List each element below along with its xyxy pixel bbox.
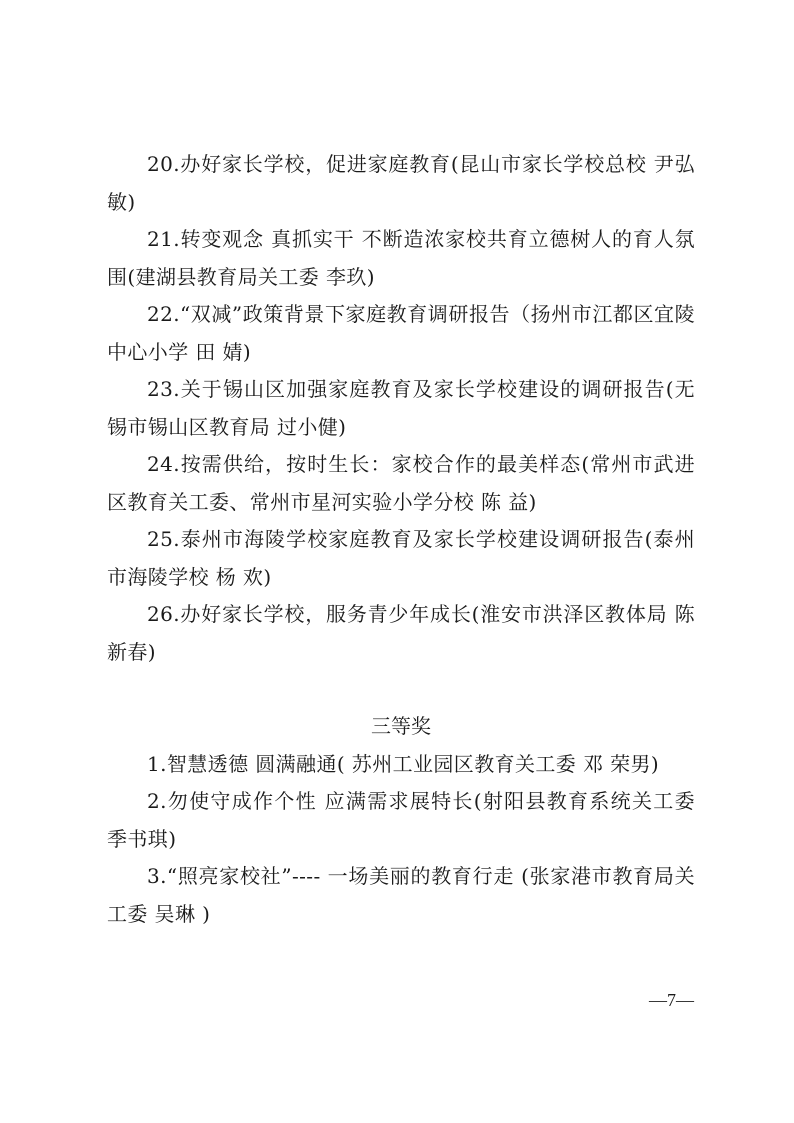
entry-26: 26.办好家长学校，服务青少年成长(淮安市洪泽区教体局 陈新春) [107,602,695,664]
section-title-third-prize: 三等奖 [371,714,431,738]
third-prize-entry-2: 2.勿使守成作个性 应满需求展特长(射阳县教育系统关工委 季书琪) [107,789,695,851]
entry-22: 22.“双减”政策背景下家庭教育调研报告（扬州市江都区宜陵中心小学 田 婧) [107,302,695,364]
entry-23: 23.关于锡山区加强家庭教育及家长学校建设的调研报告(无锡市锡山区教育局 过小健) [107,377,695,439]
entry-25: 25.泰州市海陵学校家庭教育及家长学校建设调研报告(泰州市海陵学校 杨 欢) [107,527,695,589]
document-body [107,146,695,933]
entry-20: 20.办好家长学校，促进家庭教育(昆山市家长学校总校 尹弘敏) [107,152,695,214]
page-number: —7— [649,990,694,1010]
third-prize-entry-3: 3.“照亮家校社”---- 一场美丽的教育行走 (张家港市教育局关工委 吴琳 ) [107,864,695,926]
entry-21: 21.转变观念 真抓实干 不断造浓家校共育立德树人的育人氛围(建湖县教育局关工委 李玖) [107,227,695,289]
third-prize-entry-1: 1.智慧透德 圆满融通( 苏州工业园区教育关工委 邓 荣男) [147,751,660,776]
entry-24: 24.按需供给，按时生长：家校合作的最美样态(常州市武进区教育关工委、常州市星河实验小学分校 陈 益) [107,452,695,514]
